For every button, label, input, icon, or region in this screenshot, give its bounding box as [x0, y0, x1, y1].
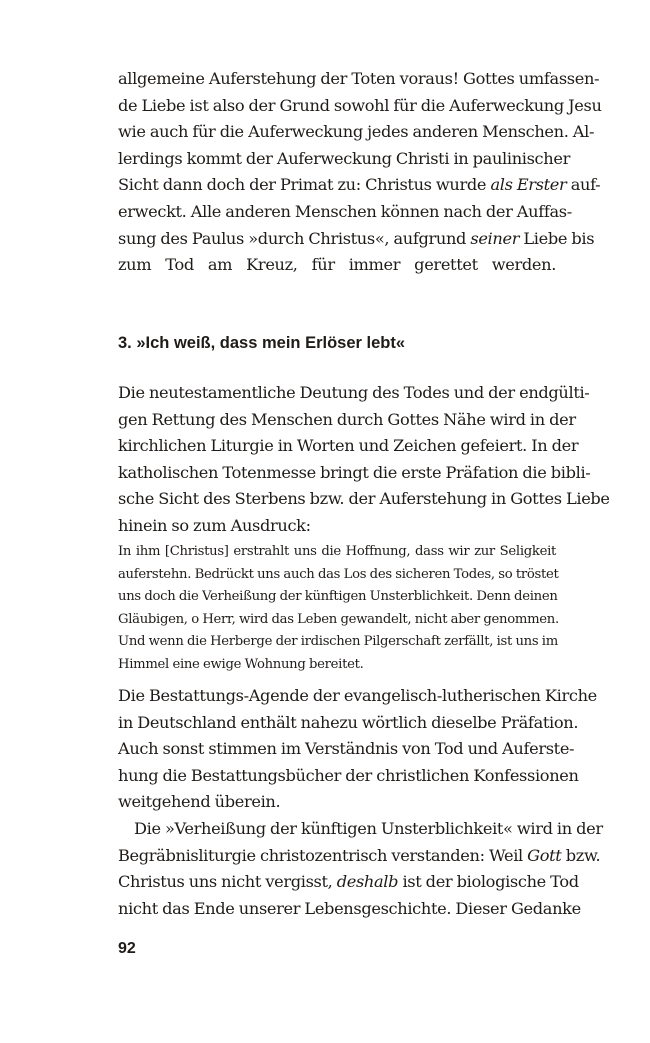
paragraph-3	[118, 683, 597, 816]
text-line: kirchlichen Liturgie in Worten und Zeichen gefeiert. In der	[118, 436, 579, 456]
emphasis: Gott	[527, 845, 562, 865]
text-line: hinein so zum Ausdruck:	[118, 515, 311, 535]
text-line: In ihm [Christus] erstrahlt uns die Hoffnung, dass wir zur Seligkeit	[118, 544, 556, 559]
text-run: ist der biologische Tod	[398, 872, 579, 892]
emphasis: als Erster	[490, 175, 567, 195]
text-line: de Liebe ist also der Grund sowohl für die Auferweckung Jesu	[118, 95, 602, 115]
text-run: bzw.	[561, 845, 601, 865]
page-number: 92	[118, 940, 136, 957]
text-line	[118, 843, 601, 870]
paragraph-4	[118, 816, 603, 922]
text-line: weitgehend überein.	[118, 792, 281, 812]
paragraph-1-text	[118, 66, 602, 279]
text-line: Die Bestattungs-Agende der evangelisch-lutherischen Kirche	[118, 686, 597, 705]
text-run: Liebe bis	[519, 228, 595, 248]
text-line: hung die Bestattungsbücher der christlichen Konfessionen	[118, 765, 579, 785]
paragraph-4-text	[118, 816, 603, 922]
text-line: allgemeine Auferstehung der Toten voraus! Gottes umfassen-	[118, 69, 600, 88]
text-line: Himmel eine ewige Wohnung bereitet.	[118, 656, 364, 672]
text-run: auf-	[566, 175, 601, 195]
text-run: Sicht dann doch der Primat zu: Christus wurde	[118, 175, 491, 195]
text-line: in Deutschland enthält nahezu wörtlich dieselbe Präfation.	[118, 712, 579, 732]
text-line: wie auch für die Auferweckung jedes anderen Menschen. Al-	[118, 122, 595, 142]
block-quote	[118, 541, 559, 677]
text-run: sung des Paulus »durch Christus«, aufgrund	[118, 228, 471, 248]
paragraph-2-text	[118, 380, 610, 540]
text-line: Auch sonst stimmen im Verständnis von Tod und Auferste-	[118, 739, 575, 759]
emphasis: seiner	[470, 228, 520, 248]
text-line: zum Tod am Kreuz, für immer gerettet werden.	[118, 255, 556, 275]
paragraph-1	[118, 66, 602, 279]
text-line: gen Rettung des Menschen durch Gottes Nähe wird in der	[118, 409, 576, 429]
paragraph-2	[118, 380, 610, 540]
text-line	[118, 869, 579, 896]
text-line: auferstehn. Bedrückt uns auch das Los des sicheren Todes, so tröstet	[118, 566, 559, 582]
text-line	[118, 226, 595, 253]
text-line: sche Sicht des Sterbens bzw. der Auferstehung in Gottes Liebe	[118, 489, 610, 509]
emphasis: deshalb	[336, 872, 399, 892]
section-heading: 3. »Ich weiß, dass mein Erlöser lebt«	[118, 334, 406, 352]
text-line: Die »Verheißung der künftigen Unsterblichkeit« wird in der	[134, 819, 603, 838]
text-run: Christus uns nicht vergisst,	[118, 872, 337, 892]
text-line: Die neutestamentliche Deutung des Todes und der endgülti-	[118, 383, 590, 402]
text-line: lerdings kommt der Auferweckung Christi in paulinischer	[118, 148, 570, 168]
text-line: nicht das Ende unserer Lebensgeschichte. Dieser Gedanke	[118, 898, 581, 918]
text-line: erweckt. Alle anderen Menschen können nach der Auffas-	[118, 201, 572, 221]
text-run: Begräbnisliturgie christozentrisch verstanden: Weil	[118, 845, 528, 865]
text-line: Gläubigen, o Herr, wird das Leben gewandelt, nicht aber genommen.	[118, 611, 559, 627]
text-line: uns doch die Verheißung der künftigen Unsterblichkeit. Denn deinen	[118, 589, 558, 605]
quote-text	[118, 541, 559, 677]
text-line	[118, 172, 601, 199]
paragraph-3-text	[118, 683, 597, 816]
text-line: Und wenn die Herberge der irdischen Pilgerschaft zerfällt, ist uns im	[118, 634, 558, 650]
text-line: katholischen Totenmesse bringt die erste Präfation die bibli-	[118, 462, 591, 482]
